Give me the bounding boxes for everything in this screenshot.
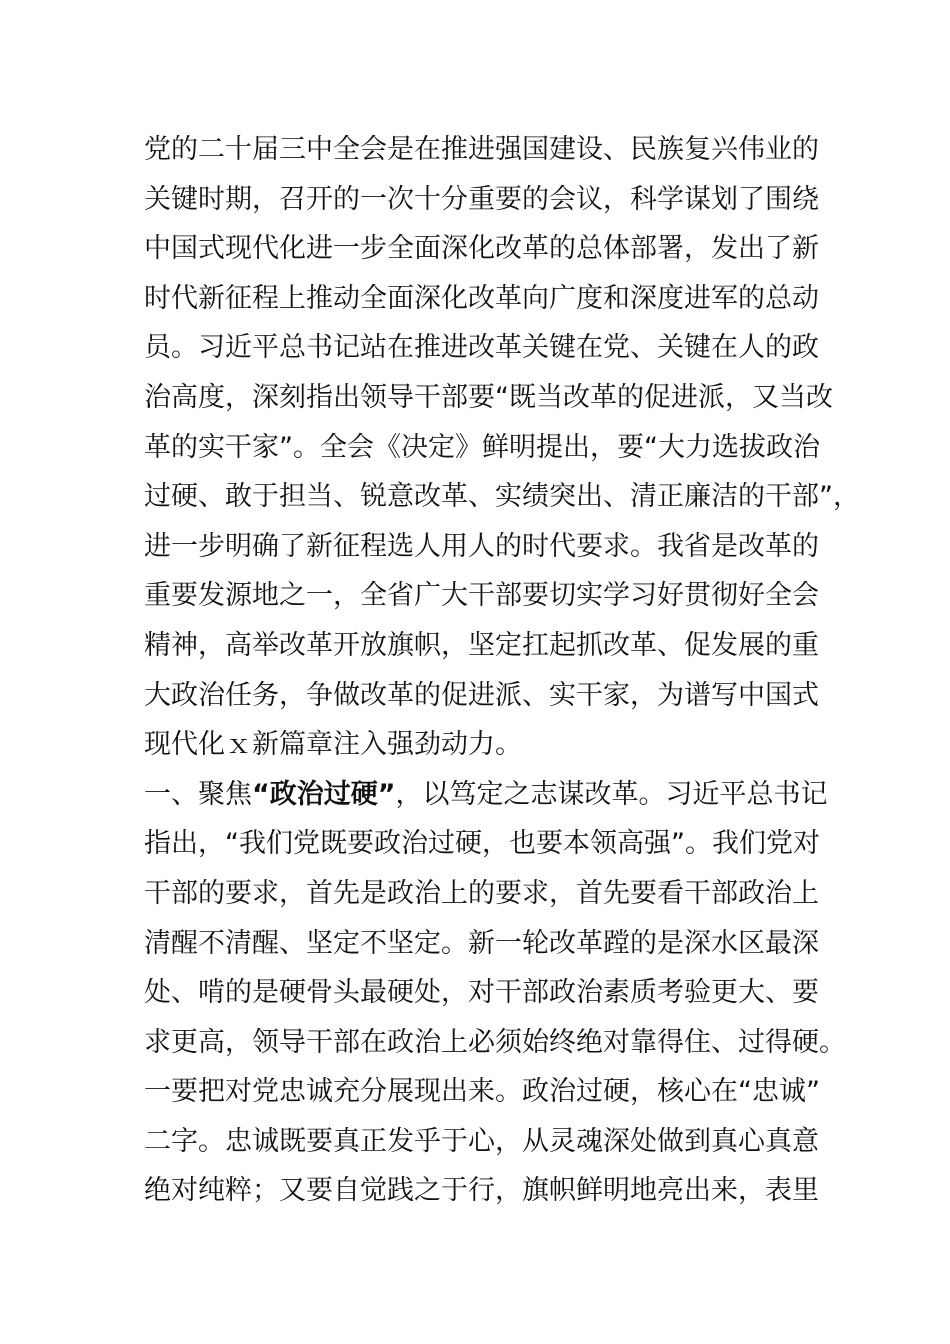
text-line: 员。习近平总书记站在推进改革关键在党、关键在人的政 <box>144 332 819 364</box>
text-line: 重要发源地之一，全省广大干部要切实学习好贯彻好全会 <box>144 580 819 612</box>
text-line: 精神，高举改革开放旗帜，坚定扛起抓改革、促发展的重 <box>144 629 819 661</box>
text-line: 现代化ｘ新篇章注入强劲动力。 <box>144 729 522 761</box>
text-line: 指出，“我们党既要政治过硬，也要本领高强”。我们党对 <box>144 828 820 860</box>
text-line: 关键时期，召开的一次十分重要的会议，科学谋划了围绕 <box>144 183 819 215</box>
text-line: 绝对纯粹；又要自觉践之于行，旗帜鲜明地亮出来，表里 <box>144 1175 819 1207</box>
text-line: 一要把对党忠诚充分展现出来。政治过硬，核心在“忠诚” <box>144 1076 820 1108</box>
text-line: 过硬、敢于担当、锐意改革、实绩突出、清正廉洁的干部”， <box>144 481 860 513</box>
section-heading-text: ，以笃定之志谋改革。习近平总书记 <box>395 778 828 810</box>
text-line: 求更高，领导干部在政治上必须始终绝对靠得住、过得硬。 <box>144 1026 846 1058</box>
text-line: 时代新征程上推动全面深化改革向广度和深度进军的总动 <box>144 282 819 314</box>
text-line: 进一步明确了新征程选人用人的时代要求。我省是改革的 <box>144 530 819 562</box>
text-line: 大政治任务，争做改革的促进派、实干家，为谱写中国式 <box>144 679 819 711</box>
text-line: 处、啃的是硬骨头最硬处，对干部政治素质考验更大、要 <box>144 977 819 1009</box>
text-line: 革的实干家”。全会《决定》鲜明提出，要“大力选拔政治 <box>144 431 820 463</box>
text-line: 治高度，深刻指出领导干部要“既当改革的促进派，又当改 <box>144 381 833 413</box>
section-keyword: “政治过硬” <box>252 778 396 810</box>
text-line: 党的二十届三中全会是在推进强国建设、民族复兴伟业的 <box>144 134 819 165</box>
text-line: 中国式现代化进一步全面深化改革的总体部署，发出了新 <box>144 233 819 265</box>
text-line: 二字。忠诚既要真正发乎于心，从灵魂深处做到真心真意 <box>144 1125 819 1157</box>
text-line: 干部的要求，首先是政治上的要求，首先要看干部政治上 <box>144 877 819 909</box>
body-text <box>144 125 860 1216</box>
section-number: 一、聚焦 <box>144 778 252 810</box>
text-line: 清醒不清醒、坚定不坚定。新一轮改革蹚的是深水区最深 <box>144 927 819 959</box>
section-heading-line <box>144 770 844 820</box>
